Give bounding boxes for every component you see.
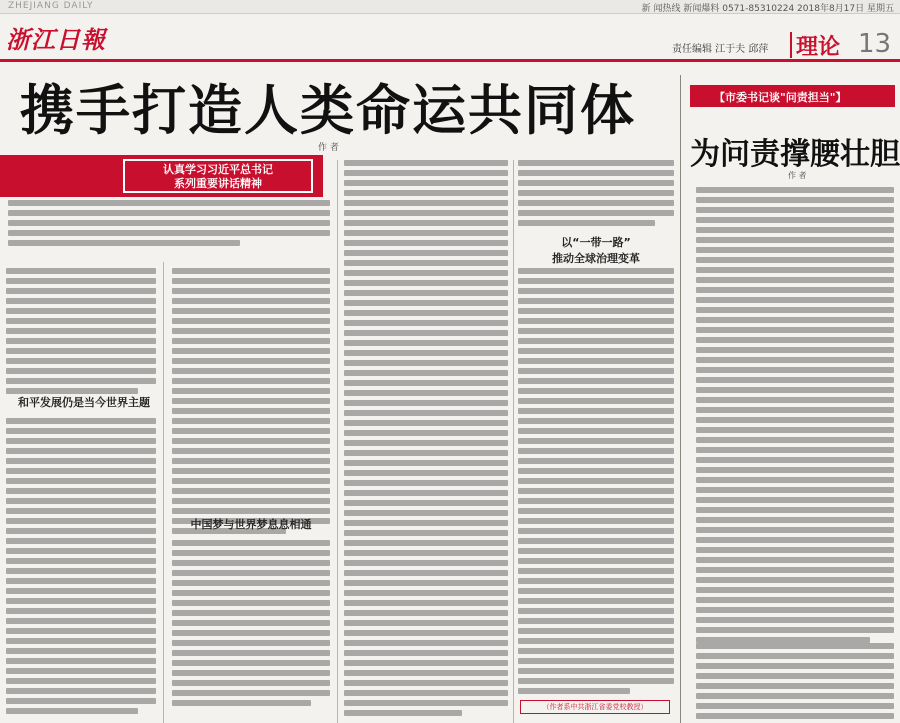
newspaper-logo: 浙江日報 <box>6 25 106 54</box>
body-column-2-lower <box>172 540 330 710</box>
lead-paragraph <box>8 200 330 246</box>
series-label-line1: 认真学习习近平总书记 <box>163 163 273 176</box>
sidebar-body-lower <box>696 643 894 723</box>
body-column-1-lower <box>6 418 156 718</box>
top-bar <box>0 0 900 14</box>
sidebar-byline: 作 者 <box>788 171 807 180</box>
masthead <box>0 14 900 62</box>
body-column-2 <box>172 268 330 538</box>
body-column-3 <box>344 160 508 720</box>
series-label-line2: 系列重要讲话精神 <box>174 177 262 190</box>
sidebar-tag-label: 【市委书记谈"问责担当"】 <box>714 91 847 104</box>
body-column-1 <box>6 268 156 398</box>
series-label-box <box>123 159 313 193</box>
top-bar-left-text: ZHEJIANG DAILY <box>8 1 94 11</box>
top-bar-right-text: 新 闻热线 新闻爆料 0571-85310224 2018年8月17日 星期五 <box>641 4 894 14</box>
article-headline: 携手打造人类命运共同体 <box>20 79 636 142</box>
column-rule-3 <box>513 160 514 723</box>
column-rule-4 <box>680 75 681 723</box>
sidebar-title: 为问责撑腰壮胆 <box>690 137 900 172</box>
article-byline: 作 者 <box>318 143 339 153</box>
subhead-belt-road-line1: 以“一带一路” <box>561 236 631 249</box>
section-name: 理论 <box>796 35 841 60</box>
body-column-4 <box>518 160 674 230</box>
sidebar-body <box>696 187 894 647</box>
subhead-belt-road-line2: 推动全球治理变革 <box>552 252 640 265</box>
subhead-peace-development: 和平发展仍是当今世界主题 <box>18 396 150 409</box>
column-rule-2 <box>337 160 338 723</box>
sidebar-tag <box>690 85 895 107</box>
sidebar-article <box>684 75 900 723</box>
column-rule-1 <box>163 262 164 723</box>
editor-credits: 责任编辑 江于夫 邱萍 <box>672 44 769 55</box>
subhead-china-dream: 中国梦与世界梦息息相通 <box>190 518 312 531</box>
series-banner <box>0 155 323 197</box>
author-footnote: （作者系中共浙江省委党校教授） <box>520 700 670 714</box>
page-number: 13 <box>858 29 892 59</box>
section-divider <box>790 32 792 58</box>
body-column-4-lower <box>518 268 674 698</box>
subhead-belt-road <box>516 234 676 266</box>
